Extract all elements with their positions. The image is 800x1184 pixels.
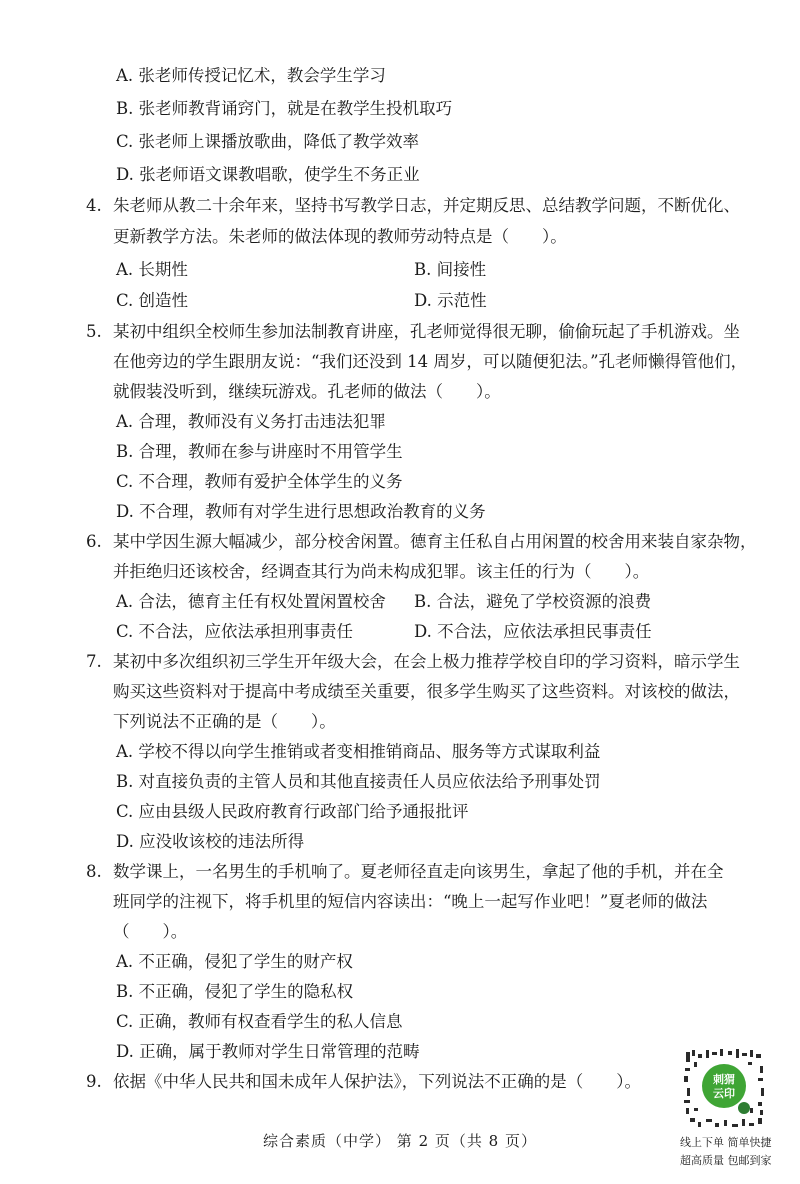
question-text: 购买这些资料对于提高中考成绩至关重要，很多学生购买了这些资料。对该校的做法， xyxy=(113,682,740,701)
question-text: 依据《中华人民共和国未成年人保护法》，下列说法不正确的是（ ）。 xyxy=(113,1072,641,1091)
q7-option-c: C. 应由县级人民政府教育行政部门给予通报批评 xyxy=(116,802,469,821)
q8-option-a: A. 不正确，侵犯了学生的财产权 xyxy=(116,952,353,971)
q4-option-b: B. 间接性 xyxy=(414,260,487,279)
question-text: 某初中组织全校师生参加法制教育讲座，孔老师觉得很无聊，偷偷玩起了手机游戏。坐 xyxy=(113,322,740,341)
question-number: 9. xyxy=(86,1072,102,1091)
q6-option-b: B. 合法，避免了学校资源的浪费 xyxy=(414,592,652,611)
question-text: 数学课上，一名男生的手机响了。夏老师径直走向该男生，拿起了他的手机，并在全 xyxy=(113,862,724,881)
question-text: 朱老师从教二十余年来，坚持书写教学日志，并定期反思、总结教学问题，不断优化、 xyxy=(113,196,740,215)
question-number: 7. xyxy=(86,652,102,671)
qr-caption: 超高质量 包邮到家 xyxy=(680,1154,772,1167)
qr-logo-text-2: 云印 xyxy=(713,1087,735,1100)
q4-option-a: A. 长期性 xyxy=(116,260,188,279)
q6-option-a: A. 合法，德育主任有权处置闲置校舍 xyxy=(116,592,386,611)
question-text: 更新教学方法。朱老师的做法体现的教师劳动特点是（ ）。 xyxy=(113,227,567,246)
question-number: 6. xyxy=(86,532,102,551)
q5-option-a: A. 合理，教师没有义务打击违法犯罪 xyxy=(116,412,386,431)
question-text: 就假装没听到，继续玩游戏。孔老师的做法（ ）。 xyxy=(113,382,501,401)
q4-option-d: D. 示范性 xyxy=(414,291,487,310)
qr-caption: 线上下单 简单快捷 xyxy=(680,1136,772,1149)
question-text: 某中学因生源大幅减少，部分校舍闲置。德育主任私自占用闲置的校舍用来装自家杂物， xyxy=(113,532,757,551)
q6-option-d: D. 不合法，应依法承担民事责任 xyxy=(414,622,652,641)
question-text: 班同学的注视下，将手机里的短信内容读出：“晚上一起写作业吧！”夏老师的做法 xyxy=(113,892,708,911)
q3-option-d: D. 张老师语文课教唱歌，使学生不务正业 xyxy=(116,165,420,184)
question-text: 下列说法不正确的是（ ）。 xyxy=(113,712,336,731)
q3-option-b: B. 张老师教背诵窍门，就是在教学生投机取巧 xyxy=(116,99,453,118)
question-text: 某初中多次组织初三学生开年级大会，在会上极力推荐学校自印的学习资料，暗示学生 xyxy=(113,652,740,671)
q5-option-b: B. 合理，教师在参与讲座时不用管学生 xyxy=(116,442,403,461)
page-footer: 综合素质（中学） 第 2 页（共 8 页） xyxy=(263,1132,537,1150)
q6-option-c: C. 不合法，应依法承担刑事责任 xyxy=(116,622,354,641)
qr-code[interactable] xyxy=(682,1046,766,1130)
q5-option-c: C. 不合理，教师有爱护全体学生的义务 xyxy=(116,472,403,491)
q7-option-b: B. 对直接负责的主管人员和其他直接责任人员应依法给予刑事处罚 xyxy=(116,772,601,791)
q8-option-c: C. 正确，教师有权查看学生的私人信息 xyxy=(116,1012,403,1031)
q3-option-c: C. 张老师上课播放歌曲，降低了教学效率 xyxy=(116,132,420,151)
question-number: 4. xyxy=(86,196,102,215)
q7-option-a: A. 学校不得以向学生推销或者变相推销商品、服务等方式谋取利益 xyxy=(116,742,601,761)
q8-option-b: B. 不正确，侵犯了学生的隐私权 xyxy=(116,982,354,1001)
q4-option-c: C. 创造性 xyxy=(116,291,189,310)
question-text: 在他旁边的学生跟朋友说：“我们还没到 14 周岁，可以随便犯法。”孔老师懒得管他们， xyxy=(113,352,748,371)
question-number: 5. xyxy=(86,322,102,341)
question-text: （ ）。 xyxy=(113,922,188,941)
q5-option-d: D. 不合理，教师有对学生进行思想政治教育的义务 xyxy=(116,502,486,521)
q3-option-a: A. 张老师传授记忆术，教会学生学习 xyxy=(116,66,386,85)
qr-logo-text-1: 刺猬 xyxy=(713,1073,735,1086)
q8-option-d: D. 正确，属于教师对学生日常管理的范畴 xyxy=(116,1042,420,1061)
question-text: 并拒绝归还该校舍，经调查其行为尚未构成犯罪。该主任的行为（ ）。 xyxy=(113,562,650,581)
q7-option-d: D. 应没收该校的违法所得 xyxy=(116,832,305,851)
question-number: 8. xyxy=(86,862,102,881)
